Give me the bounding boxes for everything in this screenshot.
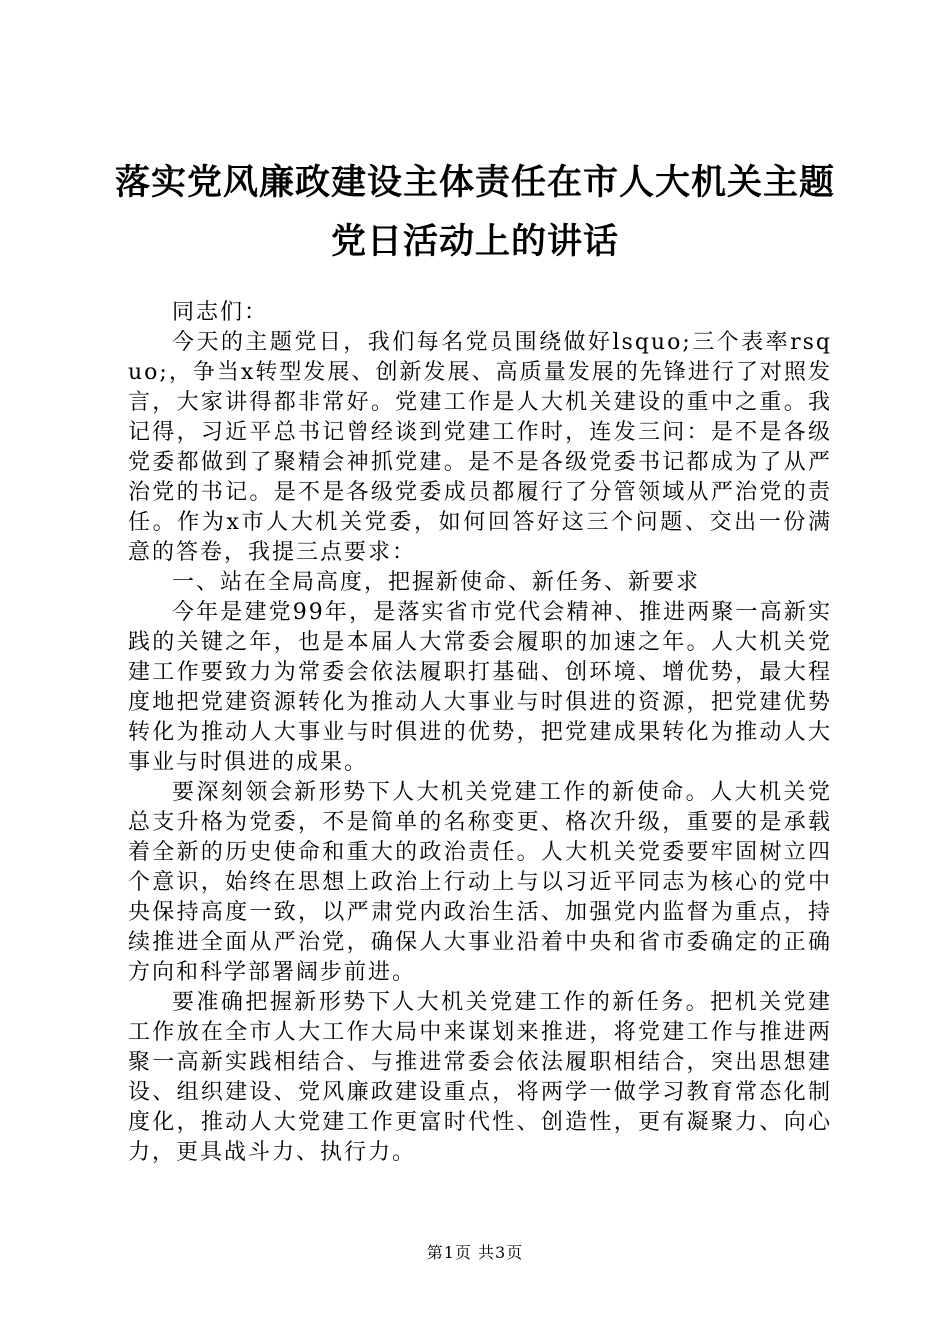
document-body: [128, 298, 832, 1168]
body-paragraph: 要深刻领会新形势下人大机关党建工作的新使命。人大机关党总支升格为党委，不是简单的名称变更、格次升级，重要的是承载着全新的历史使命和重大的政治责任。人大机关党委要牢固树立四个意识，始终在思想上政治上行动上与以习近平同志为核心的党中央保持高度一致，以严肃党内政治生活、加强党内监督为重点，持续推进全面从严治党，确保人大事业沿着中央和省市委确定的正确方向和科学部署阔步前进。: [128, 780, 832, 985]
page-number-footer: 第1页 共3页: [426, 1243, 524, 1262]
salutation: 同志们：: [172, 300, 269, 325]
body-paragraph: 要准确把握新形势下人大机关党建工作的新任务。把机关党建工作放在全市人大工作大局中来谋划来推进，将党建工作与推进两聚一高新实践相结合、与推进常委会依法履职相结合，突出思想建设、组织建设、党风廉政建设重点，将两学一做学习教育常态化制度化，推动人大党建工作更富时代性、创造性，更有凝聚力、向心力，更具战斗力、执行力。: [128, 990, 832, 1165]
body-paragraph: 今年是建党99年，是落实省市党代会精神、推进两聚一高新实践的关键之年，也是本届人大常委会履职的加速之年。人大机关党建工作要致力为常委会依法履职打基础、创环境、增优势，最大程度地把党建资源转化为推动人大事业与时俱进的资源，把党建优势转化为推动人大事业与时俱进的优势，把党建成果转化为推动人大事业与时俱进的成果。: [128, 600, 832, 775]
document-title-line-2: 党日活动上的讲话: [330, 221, 619, 262]
body-paragraph: 今天的主题党日，我们每名党员围绕做好lsquo;三个表率rsquo;，争当x转型发展、创新发展、高质量发展的先锋进行了对照发言，大家讲得都非常好。党建工作是人大机关建设的重中之重。我记得，习近平总书记曾经谈到党建工作时，连发三问：是不是各级党委都做到了聚精会神抓党建。是不是各级党委书记都成为了从严治党的书记。是不是各级党委成员都履行了分管领域从严治党的责任。作为x市人大机关党委，如何回答好这三个问题、交出一份满意的答卷，我提三点要求：: [128, 330, 832, 565]
document-title-line-1: 落实党风廉政建设主体责任在市人大机关主题: [114, 162, 835, 203]
section-heading: 一、站在全局高度，把握新使命、新任务、新要求: [172, 570, 701, 595]
